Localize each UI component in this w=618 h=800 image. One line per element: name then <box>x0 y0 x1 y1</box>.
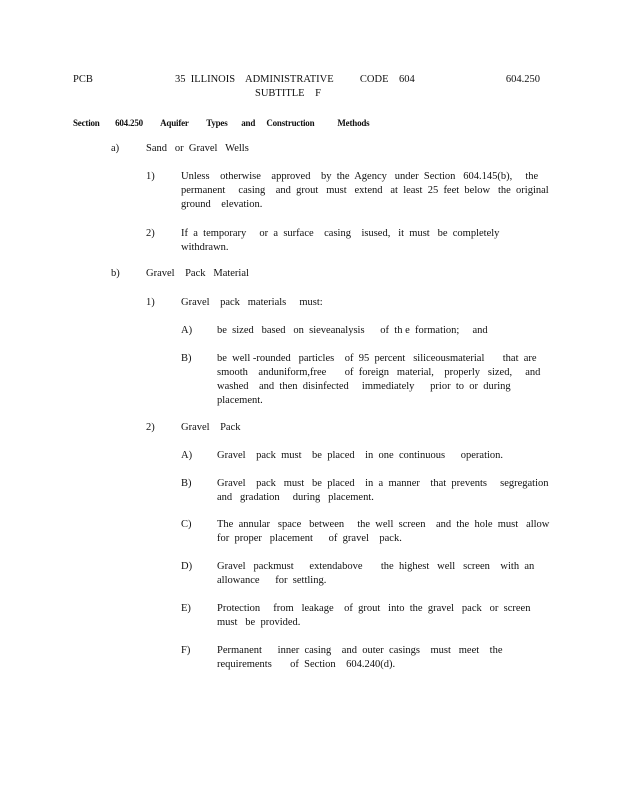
header-agency: PCB <box>73 74 93 85</box>
header-subtitle: SUBTITLE F <box>255 88 321 99</box>
item-b1A-label: A) <box>181 325 193 336</box>
item-b2D-line: allowance for settling. <box>217 575 327 586</box>
section-word-2: Types <box>206 118 228 128</box>
item-a-title: Sand or Gravel Wells <box>146 143 249 154</box>
item-b-title: Gravel Pack Material <box>146 268 249 279</box>
item-b1B-line: placement. <box>217 395 263 406</box>
item-b2F-line: requirements of Section 604.240(d). <box>217 659 396 670</box>
item-a1-line: Unless otherwise approved by the Agency under Section 604.145(b), the <box>181 171 539 182</box>
item-b-label: b) <box>111 268 120 279</box>
item-b2E-line: must be provided. <box>217 617 301 628</box>
item-a-label: a) <box>111 143 120 154</box>
item-b1-title: Gravel pack materials must: <box>181 297 323 308</box>
section-word-1: Aquifer <box>160 118 189 128</box>
item-a2-line: withdrawn. <box>181 242 229 253</box>
item-a2-text <box>181 227 538 255</box>
item-b2A-label: A) <box>181 450 193 461</box>
section-label: Section <box>73 118 100 128</box>
item-b2E-label: E) <box>181 603 191 614</box>
item-b1B-line: washed and then disinfected immediately prior to or during <box>217 381 511 392</box>
item-a1-text <box>181 170 549 212</box>
header-section-number: 604.250 <box>505 74 540 85</box>
item-a2-label: 2) <box>146 228 155 239</box>
item-a2-line: If a temporary or a surface casing isused, it must be completely <box>181 228 500 239</box>
section-word-4: Construction <box>266 118 315 128</box>
item-b2C-line: for proper placement of gravel pack. <box>217 533 402 544</box>
item-b2D-text <box>217 560 538 588</box>
item-b1B-label: B) <box>181 353 192 364</box>
item-b1B-text <box>217 352 541 408</box>
item-b2E-line: Protection from leakage of grout into the gravel pack or screen <box>217 603 531 614</box>
item-b2B-label: B) <box>181 478 192 489</box>
section-heading <box>73 116 369 130</box>
header-code-line1: 35 ILLINOIS ADMINISTRATIVE CODE 604 <box>175 74 415 85</box>
item-b2A-line: Gravel pack must be placed in one continuous operation. <box>217 450 504 461</box>
item-b2D-label: D) <box>181 561 193 572</box>
item-b2E-text <box>217 602 538 630</box>
section-word-3: and <box>241 118 256 128</box>
item-b2-label: 2) <box>146 422 155 433</box>
item-b1A-text <box>217 324 538 338</box>
item-b1A-line: be sized based on sieveanalysis of th e formation; and <box>217 325 488 336</box>
section-number: 604.250 <box>115 118 143 128</box>
item-a1-label: 1) <box>146 171 155 182</box>
item-b1-label: 1) <box>146 297 155 308</box>
item-b2A-text <box>217 449 538 463</box>
item-b2F-line: Permanent inner casing and outer casings must meet the <box>217 645 503 656</box>
item-b2B-text <box>217 477 549 505</box>
item-b2D-line: Gravel packmust extendabove the highest well screen with an <box>217 561 535 572</box>
item-b2-title: Gravel Pack <box>181 422 241 433</box>
header-code-title <box>175 73 415 101</box>
item-b2F-label: F) <box>181 645 191 656</box>
item-b1B-line: be well -rounded particles of 95 percent siliceousmaterial that are <box>217 353 537 364</box>
item-a1-line: ground elevation. <box>181 199 263 210</box>
item-b1B-line: smooth anduniform,free of foreign material, properly sized, and <box>217 367 541 378</box>
item-b2B-line: Gravel pack must be placed in a manner that prevents segregation <box>217 478 549 489</box>
item-b2C-label: C) <box>181 519 192 530</box>
section-word-5: Methods <box>337 118 370 128</box>
item-b2F-text <box>217 644 538 672</box>
item-b2C-line: The annular space between the well screen and the hole must allow <box>217 519 550 530</box>
item-b2B-line: and gradation during placement. <box>217 492 374 503</box>
item-b2C-text <box>217 518 550 546</box>
item-a1-line: permanent casing and grout must extend at least 25 feet below the original <box>181 185 549 196</box>
